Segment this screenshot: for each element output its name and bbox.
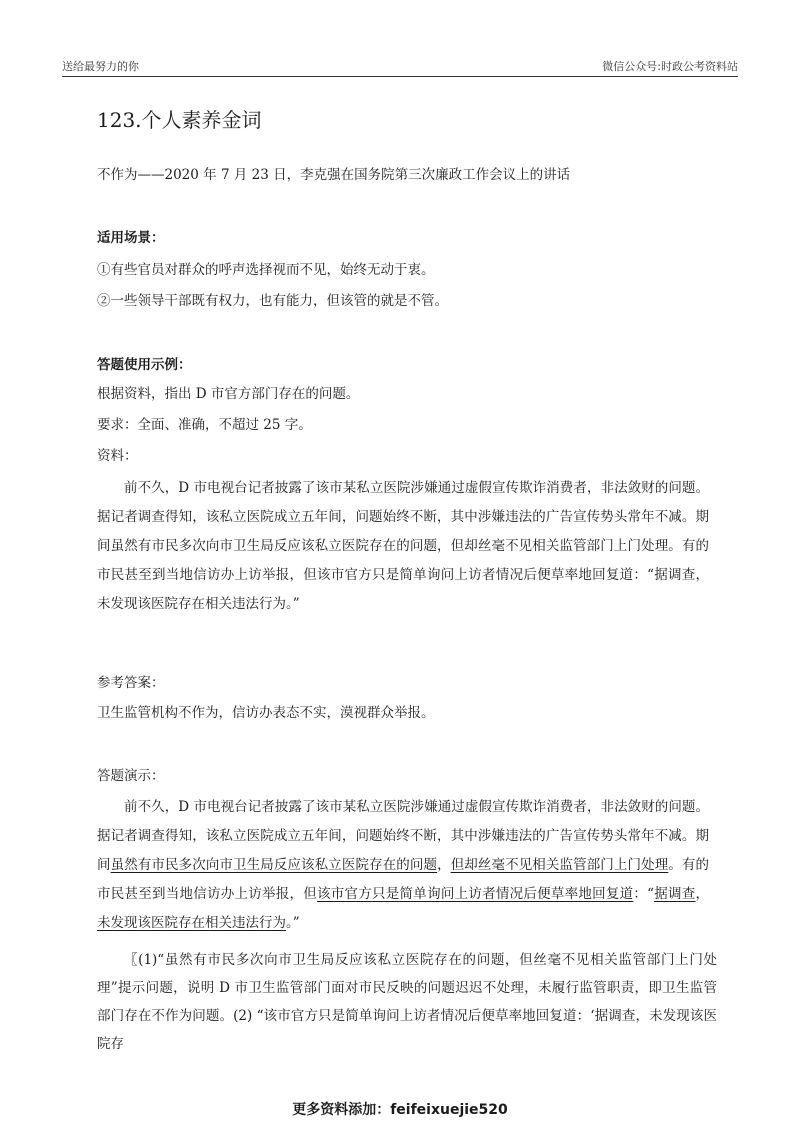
example-requirement: 要求：全面、准确，不超过 25 字。 (97, 417, 312, 433)
demo-text-5: ， (695, 886, 710, 902)
header-left-text: 送给最努力的你 (62, 60, 139, 73)
example-question: 根据资料，指出 D 市官方部门存在的问题。 (97, 386, 360, 402)
demo-paragraph (97, 793, 709, 938)
demo-text-4: ：“ (633, 886, 655, 902)
material-paragraph: 前不久，D 市电视台记者披露了该市某私立医院涉嫌通过虚假宣传欺诈消费者，非法敛财的问题。据记者调查得知，该私立医院成立五年间，问题始终不断，其中涉嫌违法的广告宣传势头常年不减。期间虽然有市民多次向市卫生局反应该私立医院存在的问题，但却丝毫不见相关监管部门上门处理。有的市民甚至到当地信访办上访举报，但该市官方只是简单询问上访者情况后便草率地回复道：“据调查，未发现该医院存在相关违法行为。” (97, 480, 709, 612)
example-heading: 答题使用示例： (97, 357, 192, 373)
material-label: 资料： (97, 448, 138, 464)
demo-text-1: 前不久，D 市电视台记者披露了该市某私立医院涉嫌通过虚假宣传欺诈消费者，非法敛财的问题。据记者调查得知，该私立医院成立五年间，问题始终不断，其中涉嫌违法的广告宣传势头常年不减。期间 (97, 799, 709, 873)
quote-line: 不作为——2020 年 7 月 23 日，李克强在国务院第三次廉政工作会议上的讲话 (97, 167, 571, 183)
scenario-item-1: ①有些官员对群众的呼声选择视而不见，始终无动于衷。 (97, 262, 435, 278)
page-title: 123.个人素养金词 (97, 108, 262, 132)
reference-label: 参考答案： (97, 675, 165, 691)
page-header (62, 54, 738, 77)
demo-text-2: ， (437, 857, 451, 873)
header-right-text: 微信公众号:时政公考资料站 (602, 60, 738, 73)
scenario-item-2: ②一些领导干部既有权力，也有能力，但该管的就是不管。 (97, 293, 448, 309)
demo-text-6: 。” (286, 915, 300, 931)
demo-underline-5: 未发现该医院存在相关违法行为 (97, 915, 286, 931)
scenarios-heading: 适用场景： (97, 230, 165, 246)
demo-underline-1: 虽然有市民多次向市卫生局反应该私立医院存在的问题 (110, 857, 438, 873)
reference-answer: 卫生监管机构不作为，信访办表态不实，漠视群众举报。 (97, 705, 435, 721)
analysis-paragraph: 〖(1)“虽然有市民多次向市卫生局反应该私立医院存在的问题，但丝毫不见相关监管部门上门处理”提示问题，说明 D 市卫生监管部门面对市民反映的问题迟迟不处理，未履行监管职责，即卫生监管部门存在不作为问题。(2) “该市官方只是简单询问上访者情况后便草率地回复道：‘据调查，未发现该医院存 (97, 952, 717, 1052)
demo-label: 答题演示： (97, 768, 165, 784)
demo-underline-3: 该市官方只是简单询问上访者情况后便草率地回复道 (317, 886, 634, 902)
demo-underline-4: 据调查 (654, 886, 696, 902)
footer-contact: 更多资料添加：feifeixuejie520 (292, 1102, 508, 1118)
demo-underline-2: 但却丝毫不见相关监管部门上门处理 (450, 857, 669, 873)
demo-text-3: 。有的市民甚至到当地信访办上访举报，但 (97, 857, 710, 902)
